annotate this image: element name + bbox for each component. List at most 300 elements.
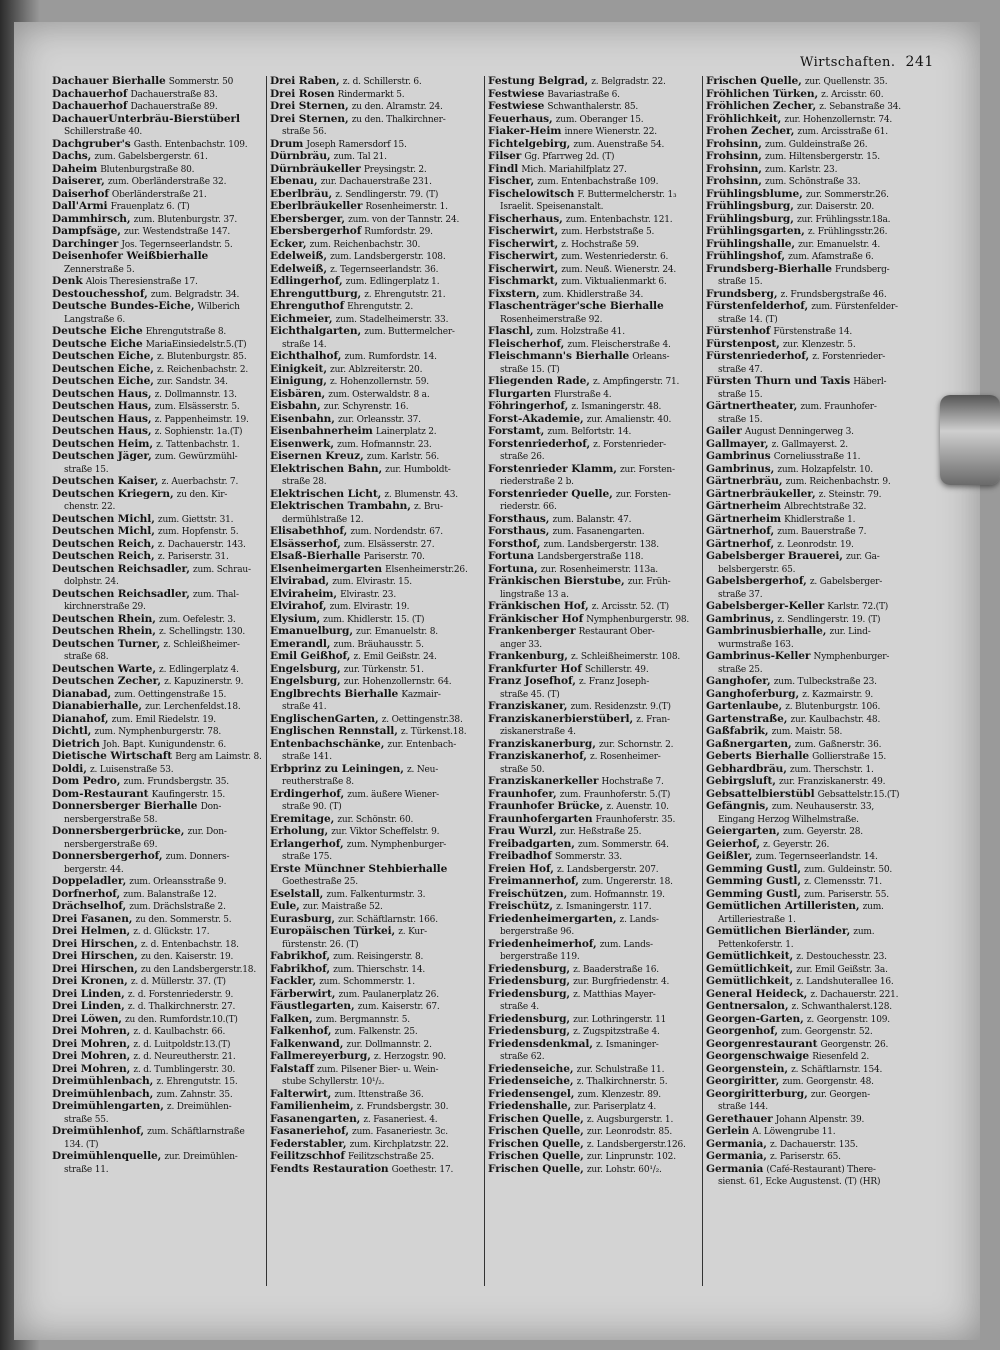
directory-entry bbox=[706, 676, 928, 689]
entry-name: Fürsten Thurn und Taxis bbox=[706, 376, 851, 387]
entry-address: z. Schleißheimerstr. 108. bbox=[570, 652, 681, 662]
directory-entry bbox=[270, 539, 492, 552]
entry-address: zum. Afamstraße 6. bbox=[788, 252, 874, 262]
entry-name: Freischütz, bbox=[488, 901, 553, 912]
entry-address: F. Buttermelcherstr. 1₃ bbox=[577, 189, 677, 200]
entry-address: straße 62. bbox=[500, 1052, 545, 1062]
directory-entry bbox=[52, 289, 274, 302]
directory-entry bbox=[52, 464, 274, 477]
entry-address: Berg am Laimstr. 8. bbox=[175, 752, 262, 762]
directory-entry bbox=[488, 301, 710, 314]
entry-name: Drei Hirschen, bbox=[52, 938, 138, 950]
directory-entry bbox=[52, 601, 274, 614]
entry-address: zum. Landsbergerstr. 138. bbox=[543, 539, 659, 550]
entry-name: Fäustlegarten, bbox=[270, 1001, 355, 1012]
directory-entry bbox=[488, 251, 710, 264]
directory-entry bbox=[706, 276, 928, 289]
directory-entry bbox=[270, 1039, 492, 1052]
entry-address: z. Frundsbergstr. 30. bbox=[356, 1102, 449, 1112]
entry-name: Dachauerhof bbox=[52, 88, 128, 100]
directory-entry bbox=[270, 1164, 492, 1177]
directory-entry bbox=[488, 314, 710, 327]
entry-address: zum. Pariserstr. 55. bbox=[804, 889, 889, 900]
directory-entry bbox=[706, 764, 928, 777]
entry-name: Frühlingsgarten, bbox=[706, 226, 805, 237]
entry-name: Eule, bbox=[270, 901, 300, 912]
entry-name: Feilitzschhof bbox=[270, 1151, 345, 1162]
entry-name: Eisenbahnerheim bbox=[270, 426, 373, 437]
entry-name: Drei Linden, bbox=[52, 1001, 125, 1012]
directory-entry bbox=[52, 939, 274, 952]
entry-name: Deutschen Rhein, bbox=[52, 626, 156, 637]
entry-name: Englischen Rennstall, bbox=[270, 726, 398, 737]
entry-address: zur. Ga- bbox=[846, 552, 880, 562]
directory-entry bbox=[706, 776, 928, 789]
entry-address: Joh. Bapt. Kunigundenstr. 6. bbox=[102, 739, 227, 750]
entry-address: zum. Rumfordstr. 14. bbox=[344, 352, 437, 362]
entry-address: zum. Reisingerstr. 8. bbox=[333, 952, 424, 962]
entry-name: Daiserer, bbox=[52, 176, 105, 187]
entry-name: Gambrinusbierhalle, bbox=[706, 626, 827, 637]
entry-name: Fasanengarten, bbox=[270, 1113, 361, 1125]
directory-entry bbox=[488, 276, 710, 289]
directory-entry bbox=[52, 189, 274, 202]
directory-entry bbox=[52, 1089, 274, 1102]
entry-name: Georgiritter, bbox=[706, 1076, 780, 1087]
entry-address: zur. Hohenzollernstr. 64. bbox=[343, 677, 452, 687]
entry-address: z. Frühlingsstr.26. bbox=[807, 227, 888, 237]
directory-entry bbox=[706, 526, 928, 539]
entry-name: Gemming Gustl, bbox=[706, 863, 801, 875]
directory-entry bbox=[52, 414, 274, 427]
directory-entry bbox=[270, 726, 492, 739]
entry-address: Pettenkoferstr. 1. bbox=[718, 939, 794, 950]
directory-entry bbox=[488, 239, 710, 252]
directory-entry bbox=[706, 451, 928, 464]
directory-entry bbox=[488, 526, 710, 539]
directory-entry bbox=[270, 914, 492, 927]
entry-address: zum. Schönstraße 33. bbox=[765, 177, 861, 187]
entry-address: zur. Don- bbox=[187, 827, 227, 837]
entry-name: Dichtl, bbox=[52, 726, 92, 737]
directory-entry bbox=[488, 676, 710, 689]
directory-entry bbox=[52, 964, 274, 977]
entry-name: Familienheim, bbox=[270, 1101, 354, 1112]
directory-entry bbox=[52, 126, 274, 139]
entry-address: straße 15. bbox=[718, 277, 763, 287]
entry-name: Gärtnerbräu, bbox=[706, 476, 783, 487]
entry-address: z. Frundsbergstraße 46. bbox=[780, 289, 887, 300]
entry-name: Eisbahn, bbox=[270, 401, 321, 412]
directory-entry bbox=[706, 789, 928, 802]
entry-address: nersbergerstraße 69. bbox=[64, 839, 158, 850]
entry-name: Drei Hirschen, bbox=[52, 951, 138, 962]
directory-entry bbox=[706, 914, 928, 927]
directory-column-3 bbox=[488, 76, 710, 1341]
entry-name: Gemütlichen Artilleristen, bbox=[706, 901, 860, 912]
directory-entry bbox=[270, 1089, 492, 1102]
entry-address: Preysingstr. 2. bbox=[363, 164, 427, 175]
entry-name: Georgenrestaurant bbox=[706, 1038, 818, 1050]
directory-entry bbox=[488, 776, 710, 789]
entry-name: Drum bbox=[270, 138, 304, 150]
entry-name: Eichthalgarten, bbox=[270, 326, 362, 337]
entry-address: zum. Elvirastr. 19. bbox=[329, 602, 410, 612]
directory-entry bbox=[270, 514, 492, 527]
entry-address: z. Pariserstr. 65. bbox=[769, 1152, 841, 1162]
directory-entry bbox=[270, 589, 492, 602]
entry-address: straße 28. bbox=[282, 477, 327, 487]
entry-address: straße 47. bbox=[718, 364, 763, 375]
directory-entry bbox=[52, 1151, 274, 1164]
entry-name: Dreimühlengarten, bbox=[52, 1101, 164, 1112]
directory-entry bbox=[270, 814, 492, 827]
entry-address: zum. Donners- bbox=[165, 852, 230, 862]
directory-entry bbox=[706, 1139, 928, 1152]
entry-name: Georgen-Garten, bbox=[706, 1013, 804, 1025]
directory-entry bbox=[706, 164, 928, 177]
entry-address: zum. Neuhauserstr. 33, bbox=[771, 802, 875, 812]
entry-address: z. Gallmayerst. 2. bbox=[771, 439, 848, 450]
entry-name: Falkenhof, bbox=[270, 1026, 332, 1037]
directory-entry bbox=[270, 476, 492, 489]
directory-entry bbox=[270, 251, 492, 264]
entry-name: Frühlingsburg, bbox=[706, 213, 794, 225]
directory-entry bbox=[488, 89, 710, 102]
entry-name: Fürstenfelderhof, bbox=[706, 301, 809, 312]
directory-entry bbox=[706, 1039, 928, 1052]
entry-name: Gabelsberger Brauerei, bbox=[706, 551, 843, 562]
entry-address: zum. Falkenstr. 25. bbox=[334, 1027, 418, 1037]
directory-entry bbox=[706, 576, 928, 589]
entry-name: Gartenstraße, bbox=[706, 713, 788, 725]
entry-address: zum. Elsässerstr. 27. bbox=[343, 539, 435, 550]
entry-address: Karlstr. 72.(T) bbox=[827, 602, 889, 612]
entry-address: zum. Hofmannstr. 19. bbox=[570, 889, 665, 900]
entry-name: Europäischen Türkei, bbox=[270, 926, 396, 937]
directory-entry bbox=[270, 989, 492, 1002]
entry-name: Dianahof, bbox=[52, 713, 109, 725]
entry-name: EnglischenGarten, bbox=[270, 713, 379, 725]
entry-address: zur. Lind- bbox=[829, 627, 871, 637]
directory-entry bbox=[270, 101, 492, 114]
directory-entry bbox=[488, 164, 710, 177]
entry-name: Gemütlichen Bierländer, bbox=[706, 926, 851, 937]
entry-address: zur. Lothringerstr. 11 bbox=[573, 1014, 667, 1025]
entry-name: Elsaß-Bierhalle bbox=[270, 551, 361, 562]
directory-entry bbox=[488, 376, 710, 389]
directory-entry bbox=[270, 551, 492, 564]
entry-name: Deutschen Reich, bbox=[52, 538, 155, 550]
entry-name: Gabelsberger-Keller bbox=[706, 601, 825, 612]
entry-name: Doldi, bbox=[52, 763, 87, 775]
directory-entry bbox=[52, 989, 274, 1002]
entry-address: zur. Pariserplatz 4. bbox=[574, 1102, 657, 1112]
entry-address: z. Schäftlarnstr. 154. bbox=[791, 1064, 883, 1075]
entry-name: Eremitage, bbox=[270, 813, 335, 825]
directory-entry bbox=[706, 689, 928, 702]
entry-name: Frischen Quelle, bbox=[706, 76, 802, 87]
directory-entry bbox=[52, 776, 274, 789]
entry-address: zur. Emanuelstr. 4. bbox=[798, 239, 881, 250]
directory-entry bbox=[488, 1014, 710, 1027]
entry-address: zum. von der Tannstr. 24. bbox=[348, 214, 460, 225]
directory-entry bbox=[706, 889, 928, 902]
entry-address: zum. Bergmannstr. 5. bbox=[315, 1014, 410, 1025]
entry-address: zur. Orleansstr. 37. bbox=[338, 414, 421, 425]
entry-address: zum. Oefelestr. 3. bbox=[158, 614, 236, 625]
entry-address: Johann Alpenstr. 39. bbox=[775, 1114, 865, 1125]
entry-address: zur. Dreimühlen- bbox=[164, 1152, 238, 1162]
entry-address: Landsbergerstraße 118. bbox=[537, 552, 644, 562]
entry-name: Dachs, bbox=[52, 151, 92, 162]
entry-name: Feuerhaus, bbox=[488, 113, 553, 125]
directory-entry bbox=[270, 201, 492, 214]
directory-entry bbox=[52, 76, 274, 89]
directory-entry bbox=[488, 1026, 710, 1039]
entry-address: zum. Ungererstr. 18. bbox=[582, 877, 673, 887]
entry-name: Deutschen Eiche, bbox=[52, 376, 154, 387]
entry-name: Gambrinus-Keller bbox=[706, 651, 811, 662]
entry-name: Frundsberg-Bierhalle bbox=[706, 263, 832, 275]
entry-address: Blutenburgstraße 80. bbox=[100, 164, 195, 175]
directory-entry bbox=[52, 276, 274, 289]
entry-address: zum. Entenbachstr. 121. bbox=[565, 214, 673, 225]
entry-address: zur. Emil Geißstr. 3a. bbox=[796, 964, 888, 975]
entry-name: Elvirahof, bbox=[270, 601, 327, 612]
directory-entry bbox=[706, 1064, 928, 1077]
directory-entry bbox=[270, 376, 492, 389]
directory-entry bbox=[52, 101, 274, 114]
entry-name: Eberlbräukeller bbox=[270, 201, 363, 212]
entry-address: bergerstraße 96. bbox=[500, 927, 574, 937]
entry-address: z. Augsburgerstr. 1. bbox=[586, 1114, 674, 1125]
entry-address: z. Tegernseerlandstr. 36. bbox=[330, 264, 439, 275]
entry-address: straße 14. (T) bbox=[718, 314, 778, 325]
entry-address: zum. Fraunhoferstr. 5.(T) bbox=[559, 789, 671, 800]
directory-entry bbox=[270, 389, 492, 402]
directory-entry bbox=[488, 814, 710, 827]
directory-entry bbox=[706, 901, 928, 914]
directory-entry bbox=[270, 926, 492, 939]
entry-address: zur. Klenzestr. 5. bbox=[782, 339, 856, 350]
directory-entry bbox=[270, 1076, 492, 1089]
entry-address: Zennerstraße 5. bbox=[64, 264, 135, 275]
entry-name: Frohsinn, bbox=[706, 151, 762, 162]
entry-name: Fendts Restauration bbox=[270, 1163, 389, 1175]
entry-name: Franziskanerhof, bbox=[488, 751, 587, 762]
entry-name: Freimannerhof, bbox=[488, 876, 579, 887]
entry-address: straße 175. bbox=[282, 852, 332, 862]
entry-name: Eichmeier, bbox=[270, 313, 333, 325]
entry-address: zum. Kaiserstr. 67. bbox=[357, 1002, 440, 1012]
directory-entry bbox=[270, 614, 492, 627]
directory-entry bbox=[706, 1126, 928, 1139]
directory-entry bbox=[52, 489, 274, 502]
entry-name: Deutschen Jäger, bbox=[52, 451, 152, 462]
entry-name: Gaßfabrik, bbox=[706, 726, 769, 737]
directory-entry bbox=[270, 339, 492, 352]
entry-name: Frohsinn, bbox=[706, 163, 762, 175]
entry-address: Lainerplatz 2. bbox=[375, 427, 437, 437]
directory-entry bbox=[52, 814, 274, 827]
entry-address: zu den. Thalkirchner- bbox=[351, 114, 446, 125]
directory-entry bbox=[488, 639, 710, 652]
entry-address: z. Ampfingerstr. 71. bbox=[592, 377, 680, 387]
directory-entry bbox=[706, 726, 928, 739]
entry-name: Georgiritterburg, bbox=[706, 1088, 808, 1100]
entry-name: Dreimühlenbach, bbox=[52, 1088, 154, 1100]
entry-address: zu den. Kaiserstr. 19. bbox=[140, 952, 234, 962]
directory-entry bbox=[270, 401, 492, 414]
directory-entry bbox=[706, 339, 928, 352]
entry-name: Fischerwirt, bbox=[488, 251, 559, 262]
entry-name: Fischerwirt, bbox=[488, 238, 559, 250]
entry-name: Erlangerhof, bbox=[270, 838, 344, 850]
directory-entry bbox=[270, 226, 492, 239]
entry-address: z. Franz Joseph- bbox=[578, 677, 650, 687]
entry-address: zum. Nymphenburger- bbox=[346, 839, 447, 850]
entry-name: Fortuna bbox=[488, 551, 535, 562]
entry-name: Frankenberger bbox=[488, 626, 576, 637]
entry-address: innere Wienerstr. 22. bbox=[564, 127, 657, 137]
entry-name: Elisabethhof, bbox=[270, 526, 348, 537]
entry-name: Drei Hirschen, bbox=[52, 963, 138, 975]
directory-entry bbox=[52, 701, 274, 714]
entry-address: straße 55. bbox=[64, 1114, 109, 1125]
entry-name: Dreimühlenquelle, bbox=[52, 1151, 162, 1162]
directory-entry bbox=[270, 664, 492, 677]
entry-address: Khidlerstraße 1. bbox=[784, 514, 856, 525]
entry-address: zum. Tal 21. bbox=[333, 152, 387, 162]
directory-entry bbox=[52, 889, 274, 902]
entry-address: zum. Drächslstraße 2. bbox=[129, 902, 226, 912]
directory-entry bbox=[52, 926, 274, 939]
directory-column-2 bbox=[270, 76, 492, 1341]
directory-entry bbox=[488, 1101, 710, 1114]
entry-address: z. Georgenstr. 109. bbox=[806, 1014, 890, 1025]
directory-entry bbox=[52, 626, 274, 639]
entry-name: Eisenwerk, bbox=[270, 438, 334, 450]
entry-address: Gollierstraße 15. bbox=[812, 752, 887, 762]
directory-entry bbox=[52, 1026, 274, 1039]
directory-entry bbox=[488, 589, 710, 602]
directory-entry bbox=[488, 889, 710, 902]
directory-entry bbox=[706, 926, 928, 939]
entry-name: Ehrenguttburg, bbox=[270, 288, 362, 300]
directory-entry bbox=[706, 826, 928, 839]
directory-entry bbox=[52, 1001, 274, 1014]
directory-entry bbox=[706, 639, 928, 652]
directory-entry bbox=[270, 89, 492, 102]
entry-address: chenstr. 22. bbox=[64, 502, 116, 512]
directory-entry bbox=[706, 1014, 928, 1027]
directory-entry bbox=[52, 751, 274, 764]
directory-entry bbox=[706, 1051, 928, 1064]
directory-entry bbox=[706, 739, 928, 752]
entry-address: z. Emil Geißstr. 24. bbox=[353, 652, 437, 662]
directory-entry bbox=[52, 214, 274, 227]
directory-entry bbox=[488, 551, 710, 564]
directory-entry bbox=[270, 126, 492, 139]
entry-name: Edlingerhof, bbox=[270, 276, 343, 287]
directory-entry bbox=[488, 1064, 710, 1077]
entry-address: zum. Geyerstr. 28. bbox=[782, 827, 863, 837]
directory-entry bbox=[270, 751, 492, 764]
directory-entry bbox=[52, 401, 274, 414]
entry-address: z. Auerbachstr. 7. bbox=[161, 477, 239, 487]
directory-entry bbox=[706, 139, 928, 152]
entry-address: z. Arcisstr. 60. bbox=[821, 89, 884, 100]
directory-entry bbox=[488, 539, 710, 552]
directory-entry bbox=[706, 539, 928, 552]
entry-address: Rosenheimerstr. 1. bbox=[365, 202, 448, 212]
entry-address: z. d. Glückstr. 17. bbox=[133, 927, 210, 937]
entry-name: Emanuelburg, bbox=[270, 626, 353, 637]
entry-name: Daheim bbox=[52, 163, 98, 175]
directory-entry bbox=[488, 826, 710, 839]
entry-name: Elysium, bbox=[270, 613, 321, 625]
entry-address: zum. Georgenstr. 48. bbox=[782, 1077, 874, 1087]
directory-entry bbox=[270, 364, 492, 377]
entry-address: August Denningerweg 3. bbox=[744, 427, 854, 437]
entry-name: Fischer, bbox=[488, 176, 535, 187]
entry-name: Freibadhof bbox=[488, 851, 552, 862]
entry-address: zum. Falkenturmstr. 3. bbox=[326, 889, 426, 900]
entry-name: Frühlingsblume, bbox=[706, 188, 803, 200]
directory-entry bbox=[52, 876, 274, 889]
entry-name: Fischmarkt, bbox=[488, 276, 559, 287]
directory-entry bbox=[706, 189, 928, 202]
entry-name: Fraunhofer, bbox=[488, 788, 557, 800]
entry-address: zur. Schyrenstr. 16. bbox=[323, 402, 409, 412]
entry-address: Dachauerstraße 83. bbox=[130, 89, 218, 100]
entry-name: Forsthaus, bbox=[488, 526, 550, 537]
entry-name: Frischen Quelle, bbox=[488, 1138, 584, 1150]
directory-entry bbox=[270, 439, 492, 452]
directory-entry bbox=[270, 1064, 492, 1077]
entry-address: zum. Holzapfelstr. 10. bbox=[777, 464, 873, 475]
entry-name: Franziskanerbierstüberl, bbox=[488, 713, 634, 725]
entry-name: Deutschen Haus, bbox=[52, 401, 152, 412]
entry-address: z. Lands- bbox=[619, 914, 659, 925]
entry-name: Fixstern, bbox=[488, 288, 540, 300]
entry-address: Goethestr. 17. bbox=[391, 1164, 454, 1175]
directory-entry bbox=[52, 739, 274, 752]
entry-address: zum. Oettingenstraße 15. bbox=[114, 689, 227, 700]
directory-entry bbox=[706, 239, 928, 252]
entry-address: sienst. 61, Ecke Augustenst. (T) (HR) bbox=[718, 1177, 881, 1187]
entry-address: zum. Khidlerstr. 15. (T) bbox=[323, 614, 425, 625]
entry-address: Hochstraße 7. bbox=[601, 777, 664, 787]
entry-name: Denk bbox=[52, 276, 83, 287]
entry-name: Dom Pedro, bbox=[52, 776, 121, 787]
entry-name: Donnersbergerhof, bbox=[52, 851, 163, 862]
entry-name: Gebhardbräu, bbox=[706, 763, 787, 775]
entry-name: Eisenbahn, bbox=[270, 413, 335, 425]
entry-address: zur. Westendstraße 147. bbox=[124, 227, 231, 237]
entry-name: Friedensburg, bbox=[488, 1026, 570, 1037]
entry-address: Häberl- bbox=[853, 377, 887, 387]
directory-entry bbox=[52, 1039, 274, 1052]
directory-entry bbox=[270, 701, 492, 714]
entry-address: zur. Georgen- bbox=[810, 1089, 870, 1100]
directory-entry bbox=[52, 801, 274, 814]
directory-entry bbox=[488, 476, 710, 489]
entry-address: z. Ismaningerstr. 117. bbox=[556, 902, 652, 912]
entry-name: Frohsinn, bbox=[706, 138, 762, 150]
entry-name: Deutschen Turner, bbox=[52, 638, 161, 650]
